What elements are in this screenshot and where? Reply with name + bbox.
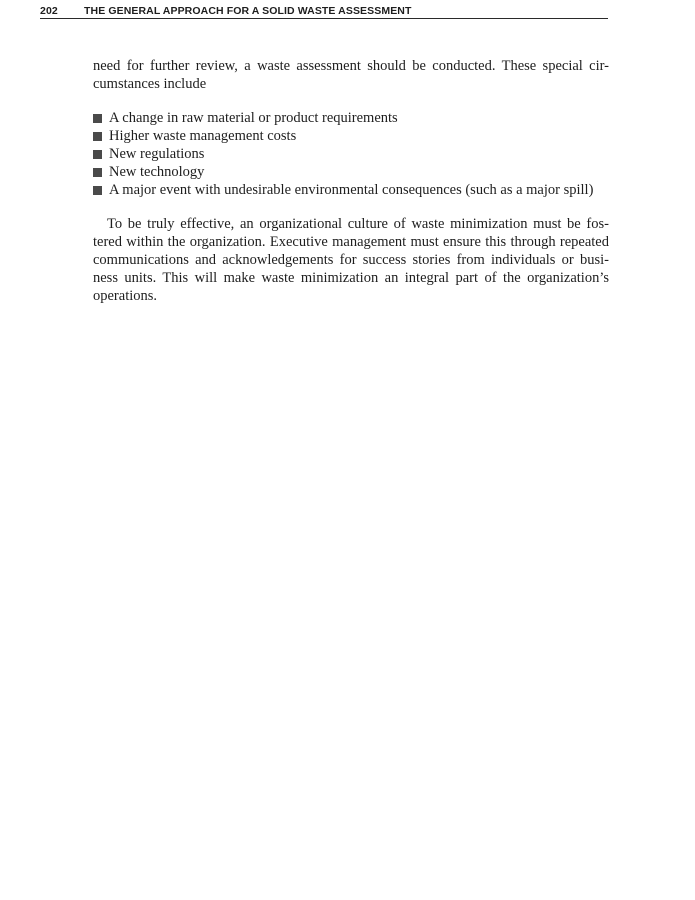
paragraph-line: cumstances include [93, 76, 207, 92]
running-title: THE GENERAL APPROACH FOR A SOLID WASTE ASSESSMENT [84, 5, 412, 17]
paragraph-line: communications and acknowledgements for success stories from individuals or busi- [93, 252, 609, 268]
square-bullet-icon [93, 186, 102, 195]
paragraph-line: tered within the organization. Executive management must ensure this through repeated [93, 234, 609, 250]
running-header [40, 4, 608, 19]
list-item-text: A change in raw material or product requirements [109, 110, 398, 126]
list-item [93, 145, 609, 163]
list-item-text: A major event with undesirable environmental consequences (such as a major spill) [109, 182, 594, 198]
paragraph-culture [93, 215, 609, 305]
bullet-list [93, 109, 609, 199]
page-body [93, 57, 609, 305]
list-item [93, 109, 609, 127]
paragraph-line: operations. [93, 288, 158, 304]
list-item [93, 163, 609, 181]
list-item [93, 181, 609, 199]
paragraph-continued [93, 57, 609, 93]
list-item-text: Higher waste management costs [109, 128, 297, 144]
paragraph-line: ness units. This will make waste minimization an integral part of the organization’s [93, 270, 609, 286]
list-item-text: New regulations [109, 146, 205, 162]
square-bullet-icon [93, 132, 102, 141]
paragraph-line: need for further review, a waste assessment should be conducted. These special cir- [93, 58, 609, 74]
square-bullet-icon [93, 150, 102, 159]
square-bullet-icon [93, 114, 102, 123]
page-number: 202 [40, 5, 58, 17]
square-bullet-icon [93, 168, 102, 177]
list-item-text: New technology [109, 164, 205, 180]
paragraph-line: To be truly effective, an organizational culture of waste minimization must be fos- [107, 216, 609, 232]
list-item [93, 127, 609, 145]
